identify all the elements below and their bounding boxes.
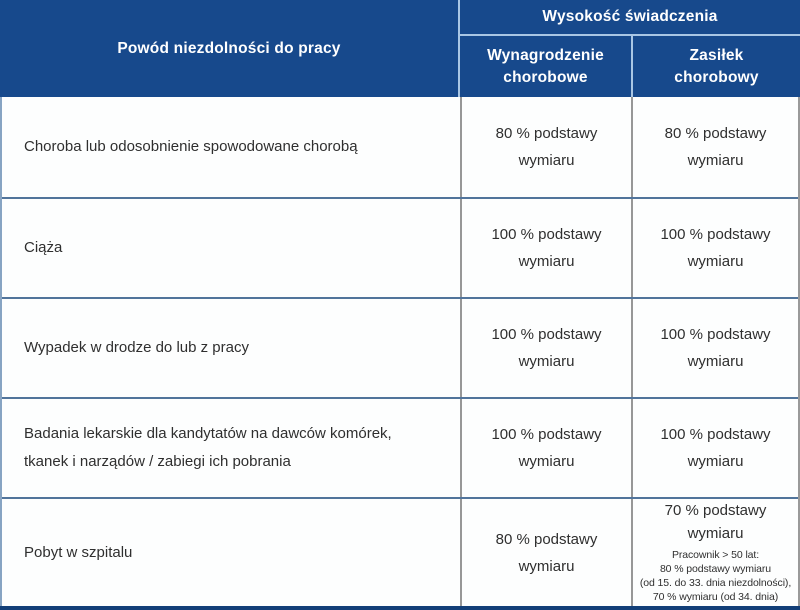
wynagrodzenie-value: 100 % podstawy wymiaru bbox=[491, 226, 602, 270]
header-cell-reason bbox=[0, 0, 460, 97]
zasilek-value: 100 % podstawy wymiaru bbox=[660, 426, 771, 470]
table-row bbox=[2, 97, 798, 197]
zasilek-value: 70 % podstawy wymiaru bbox=[664, 502, 767, 542]
wynagrodzenie-value: 80 % podstawy wymiaru bbox=[495, 125, 598, 169]
cell-zasilek bbox=[631, 97, 798, 197]
header-cell-zasilek bbox=[631, 36, 800, 97]
reason-text: Choroba lub odosobnienie spowodowane chorobą bbox=[24, 138, 358, 156]
cell-zasilek bbox=[631, 299, 798, 397]
header-cell-wynagrodzenie bbox=[460, 36, 631, 97]
note-line: (od 15. do 33. dnia niezdolności), bbox=[639, 577, 792, 589]
note-line: Pracownik > 50 lat: bbox=[671, 549, 760, 562]
table-row bbox=[2, 397, 798, 497]
cell-reason bbox=[2, 399, 460, 497]
cell-wynagrodzenie bbox=[460, 299, 631, 397]
reason-text: Pobyt w szpitalu bbox=[24, 543, 133, 561]
cell-zasilek bbox=[631, 399, 798, 497]
note-line: 80 % podstawy wymiaru bbox=[659, 563, 772, 576]
header-benefit-group bbox=[460, 0, 800, 97]
header-group-label: Wysokość świadczenia bbox=[542, 8, 718, 25]
wynagrodzenie-value: 100 % podstawy wymiaru bbox=[491, 426, 602, 470]
zasilek-value: 80 % podstawy wymiaru bbox=[664, 125, 767, 169]
header-subcolumns bbox=[460, 36, 800, 97]
reason-text: Badania lekarskie dla kandytatów na dawców komórek, tkanek i narządów / zabiegi ich pobrania bbox=[24, 425, 392, 470]
cell-zasilek bbox=[631, 499, 798, 606]
header-wynagrodzenie-label: Wynagrodzenie chorobowe bbox=[487, 46, 604, 86]
table-row bbox=[2, 497, 798, 606]
cell-zasilek bbox=[631, 199, 798, 297]
header-reason-label: Powód niezdolności do pracy bbox=[117, 39, 341, 57]
cell-wynagrodzenie bbox=[460, 97, 631, 197]
cell-wynagrodzenie bbox=[460, 499, 631, 606]
cell-wynagrodzenie bbox=[460, 199, 631, 297]
reason-text: Wypadek w drodze do lub z pracy bbox=[24, 339, 249, 357]
cell-reason bbox=[2, 499, 460, 606]
table-body bbox=[0, 97, 800, 606]
wynagrodzenie-value: 80 % podstawy wymiaru bbox=[495, 530, 598, 575]
cell-reason bbox=[2, 199, 460, 297]
table-row bbox=[2, 297, 798, 397]
table-header bbox=[0, 0, 800, 97]
cell-reason bbox=[2, 97, 460, 197]
benefit-note bbox=[640, 549, 791, 604]
note-line: 70 % wymiaru (od 34. dnia) bbox=[652, 590, 779, 603]
header-cell-benefit-group bbox=[460, 0, 800, 36]
zasilek-value: 100 % podstawy wymiaru bbox=[660, 326, 771, 370]
wynagrodzenie-value: 100 % podstawy wymiaru bbox=[491, 326, 602, 370]
reason-text: Ciąża bbox=[24, 239, 63, 257]
cell-wynagrodzenie bbox=[460, 399, 631, 497]
table-row bbox=[2, 197, 798, 297]
header-zasilek-label: Zasiłek chorobowy bbox=[674, 46, 759, 86]
zasilek-value: 100 % podstawy wymiaru bbox=[660, 226, 771, 270]
cell-reason bbox=[2, 299, 460, 397]
